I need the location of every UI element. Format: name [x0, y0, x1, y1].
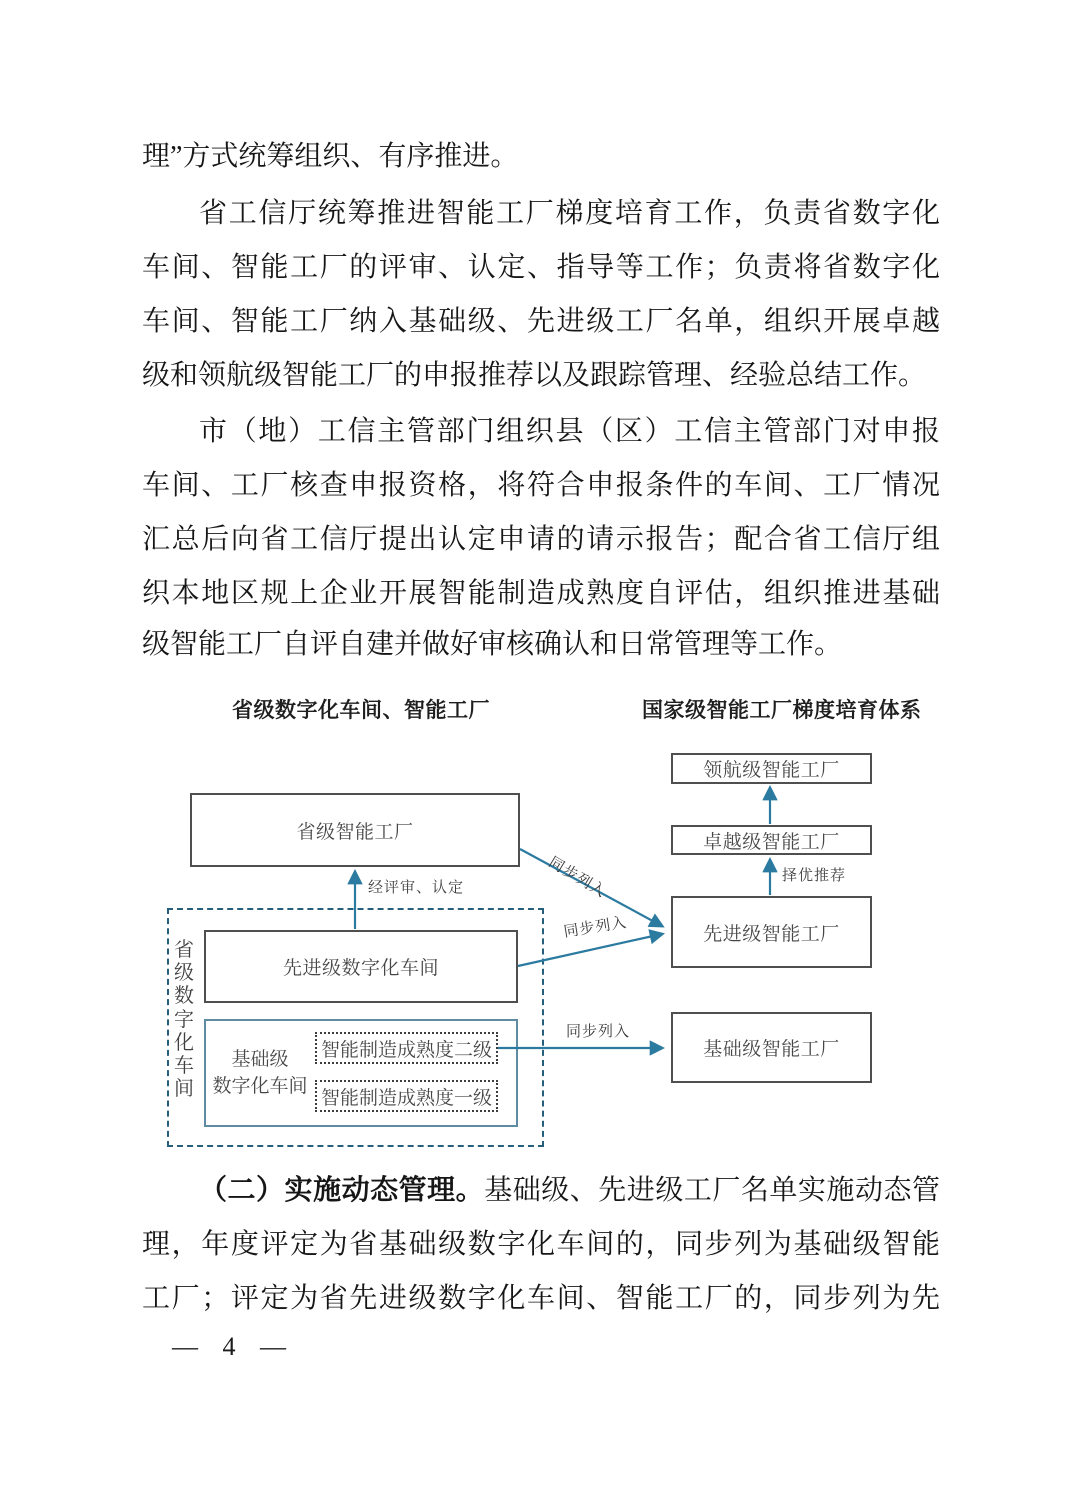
box-basic-factory: 基础级智能工厂: [671, 1012, 872, 1083]
box-maturity-level2: 智能制造成熟度二级: [315, 1032, 498, 1064]
page-number: — 4 —: [172, 1332, 295, 1361]
basic-workshop-label-line2: 数字化车间: [212, 1076, 308, 1097]
closing-bold-heading: （二）实施动态管理。: [199, 1175, 485, 1206]
closing-line: 工厂；评定为省先进级数字化车间、智能工厂的，同步列为先: [142, 1283, 940, 1314]
body-line: 理”方式统筹组织、有序推进。: [142, 141, 519, 172]
label-sync-2: 同步列入: [562, 913, 629, 941]
closing-line: 理，年度评定为省基础级数字化车间的，同步列为基础级智能: [142, 1229, 940, 1260]
body-line: 织本地区规上企业开展智能制造成熟度自评估，组织推进基础: [142, 578, 940, 609]
label-review-certify: 经评审、认定: [368, 879, 465, 896]
body-line: 级和领航级智能工厂的申报推荐以及跟踪管理、经验总结工作。: [142, 360, 927, 391]
label-recommend: 择优推荐: [782, 867, 847, 884]
diagram-left-header: 省级数字化车间、智能工厂: [232, 699, 490, 722]
body-line: 市（地）工信主管部门组织县（区）工信主管部门对申报: [199, 416, 940, 447]
body-line: 汇总后向省工信厅提出认定申请的请示报告；配合省工信厅组: [142, 524, 940, 555]
body-line: 车间、智能工厂纳入基础级、先进级工厂名单，组织开展卓越: [142, 306, 940, 337]
box-advanced-factory: 先进级智能工厂: [671, 896, 872, 968]
label-sync-3: 同步列入: [566, 1023, 631, 1040]
body-line: 省工信厅统筹推进智能工厂梯度培育工作，负责省数字化: [199, 198, 940, 229]
box-excellent-factory: 卓越级智能工厂: [671, 825, 872, 855]
closing-line: [142, 1170, 940, 1212]
box-provincial-smart-factory: 省级智能工厂: [190, 793, 520, 867]
body-line: 车间、工厂核查申报资格，将符合申报条件的车间、工厂情况: [142, 470, 940, 501]
box-pilot-factory: 领航级智能工厂: [671, 753, 872, 784]
basic-workshop-label: [208, 1046, 312, 1100]
box-advanced-workshop: 先进级数字化车间: [204, 930, 518, 1003]
provincial-workshop-container-label: 省级数字化车间: [174, 939, 194, 1101]
diagram-right-header: 国家级智能工厂梯度培育体系: [642, 699, 922, 722]
label-sync-1: 同步列入: [545, 853, 610, 902]
box-maturity-level1: 智能制造成熟度一级: [315, 1080, 498, 1112]
body-line: 车间、智能工厂的评审、认定、指导等工作；负责将省数字化: [142, 252, 940, 283]
closing-rest: 基础级、先进级工厂名单实施动态管: [484, 1175, 940, 1206]
basic-workshop-label-line1: 基础级: [231, 1049, 289, 1070]
body-line: 级智能工厂自评自建并做好审核确认和日常管理等工作。: [142, 629, 843, 660]
